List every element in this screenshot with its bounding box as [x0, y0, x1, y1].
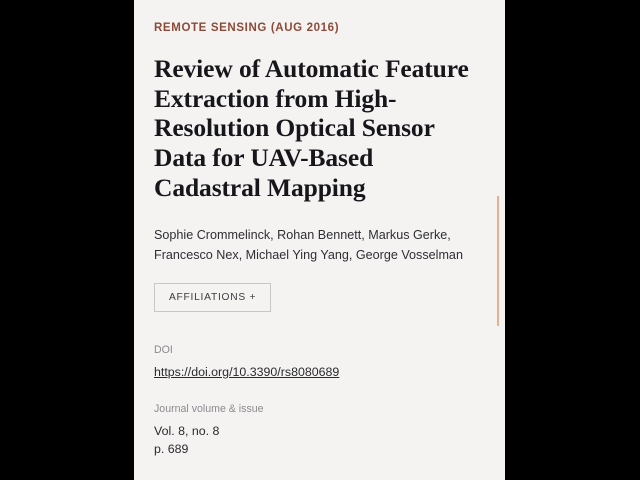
journal-volume-issue: Vol. 8, no. 8: [154, 423, 220, 438]
doi-label: DOI: [154, 344, 173, 357]
journal-kicker: REMOTE SENSING (AUG 2016): [154, 22, 340, 34]
author-list: Sophie Crommelinck, Rohan Bennett, Markus Gerke, Francesco Nex, Michael Ying Yang, George Vosselman: [154, 228, 463, 263]
journal-page: p. 689: [154, 442, 189, 457]
journal-volume-block: [154, 403, 483, 459]
accent-rule-divider: [497, 196, 499, 326]
article-record-card: [134, 0, 505, 480]
letterbox-bar-left: [0, 0, 134, 480]
journal-volume-label: Journal volume & issue: [154, 403, 264, 416]
article-title: Review of Automatic Feature Extraction from High-Resolution Optical Sensor Data for UAV-Based Cadastral Mapping: [154, 53, 469, 202]
doi-link[interactable]: https://doi.org/10.3390/rs8080689: [154, 365, 340, 380]
affiliations-toggle-button[interactable]: AFFILIATIONS +: [154, 283, 271, 312]
letterbox-bar-right: [505, 0, 640, 480]
doi-block: [154, 344, 483, 381]
